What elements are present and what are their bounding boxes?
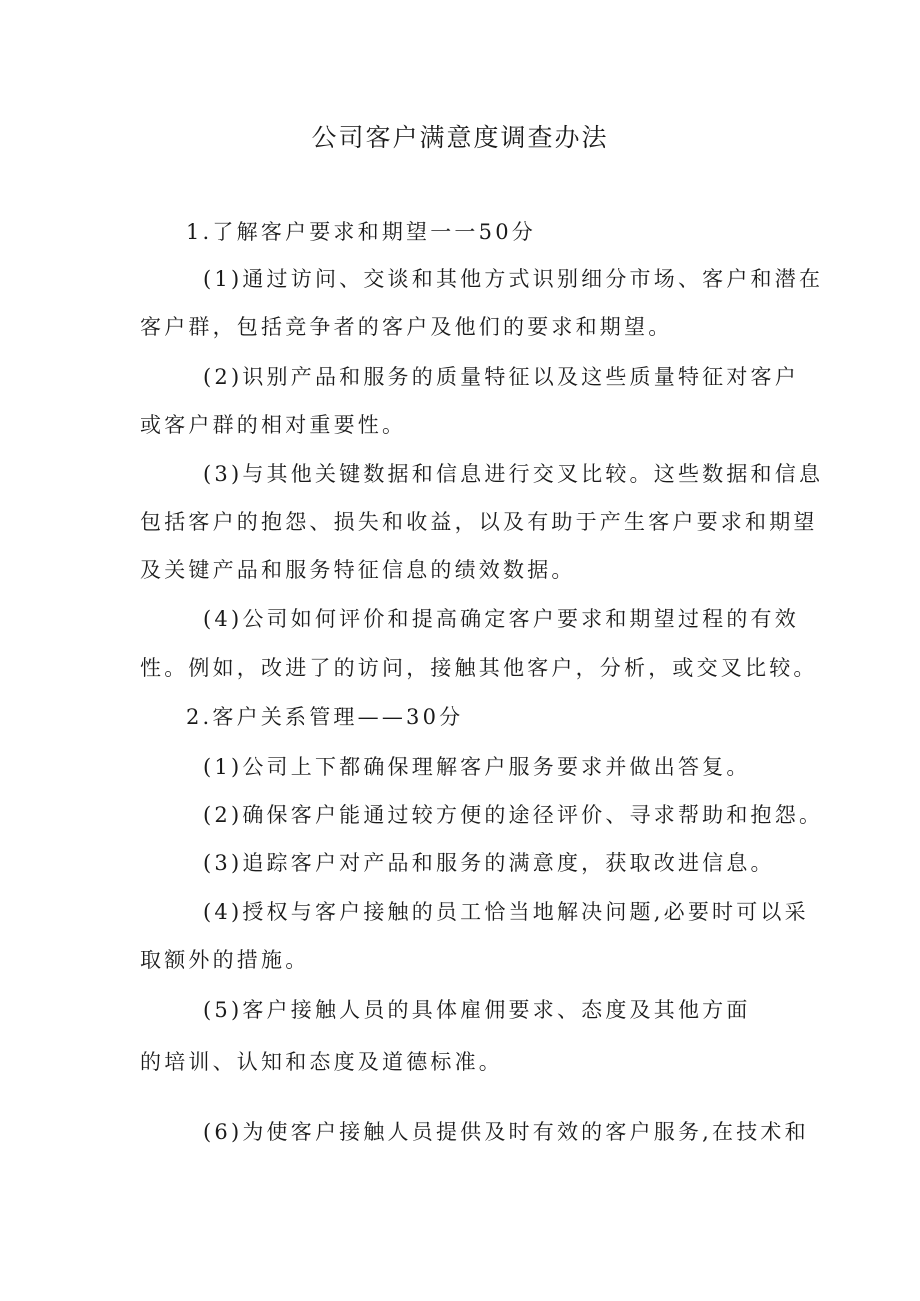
document-title: 公司客户满意度调查办法: [311, 123, 609, 152]
paragraph-line: (6)为使客户接触人员提供及时有效的客户服务,在技术和: [203, 1120, 809, 1144]
paragraph-line: 的培训、认知和态度及道德标准。: [140, 1050, 503, 1074]
paragraph-line: (3)追踪客户对产品和服务的满意度，获取改进信息。: [203, 851, 775, 875]
section-heading: 1.了解客户要求和期望一一50分: [186, 220, 536, 244]
paragraph-line: (4)公司如何评价和提高确定客户要求和期望过程的有效: [203, 607, 799, 631]
paragraph-line: (1)公司上下都确保理解客户服务要求并做出答复。: [203, 755, 751, 779]
paragraph-line: (1)通过访问、交谈和其他方式识别细分市场、客户和潜在: [203, 267, 824, 291]
paragraph-line: 或客户群的相对重要性。: [140, 413, 407, 437]
paragraph-line: 包括客户的抱怨、损失和收益，以及有助于产生客户要求和期望: [140, 510, 818, 534]
paragraph-line: (2)确保客户能通过较方便的途径评价、寻求帮助和抱怨。: [203, 803, 824, 827]
paragraph-line: 及关键产品和服务特征信息的绩效数据。: [140, 558, 576, 582]
paragraph-line: (4)授权与客户接触的员工恰当地解决问题,必要时可以采: [203, 900, 809, 924]
paragraph-line: 性。例如，改进了的访问，接触其他客户，分析，或交叉比较。: [140, 656, 818, 680]
paragraph-line: (3)与其他关键数据和信息进行交叉比较。这些数据和信息: [203, 462, 824, 486]
paragraph-line: (5)客户接触人员的具体雇佣要求、态度及其他方面: [203, 998, 751, 1022]
section-heading: 2.客户关系管理——30分: [186, 705, 464, 729]
paragraph-line: 取额外的措施。: [140, 948, 310, 972]
paragraph-line: 客户群，包括竞争者的客户及他们的要求和期望。: [140, 315, 673, 339]
paragraph-line: (2)识别产品和服务的质量特征以及这些质量特征对客户: [203, 365, 799, 389]
